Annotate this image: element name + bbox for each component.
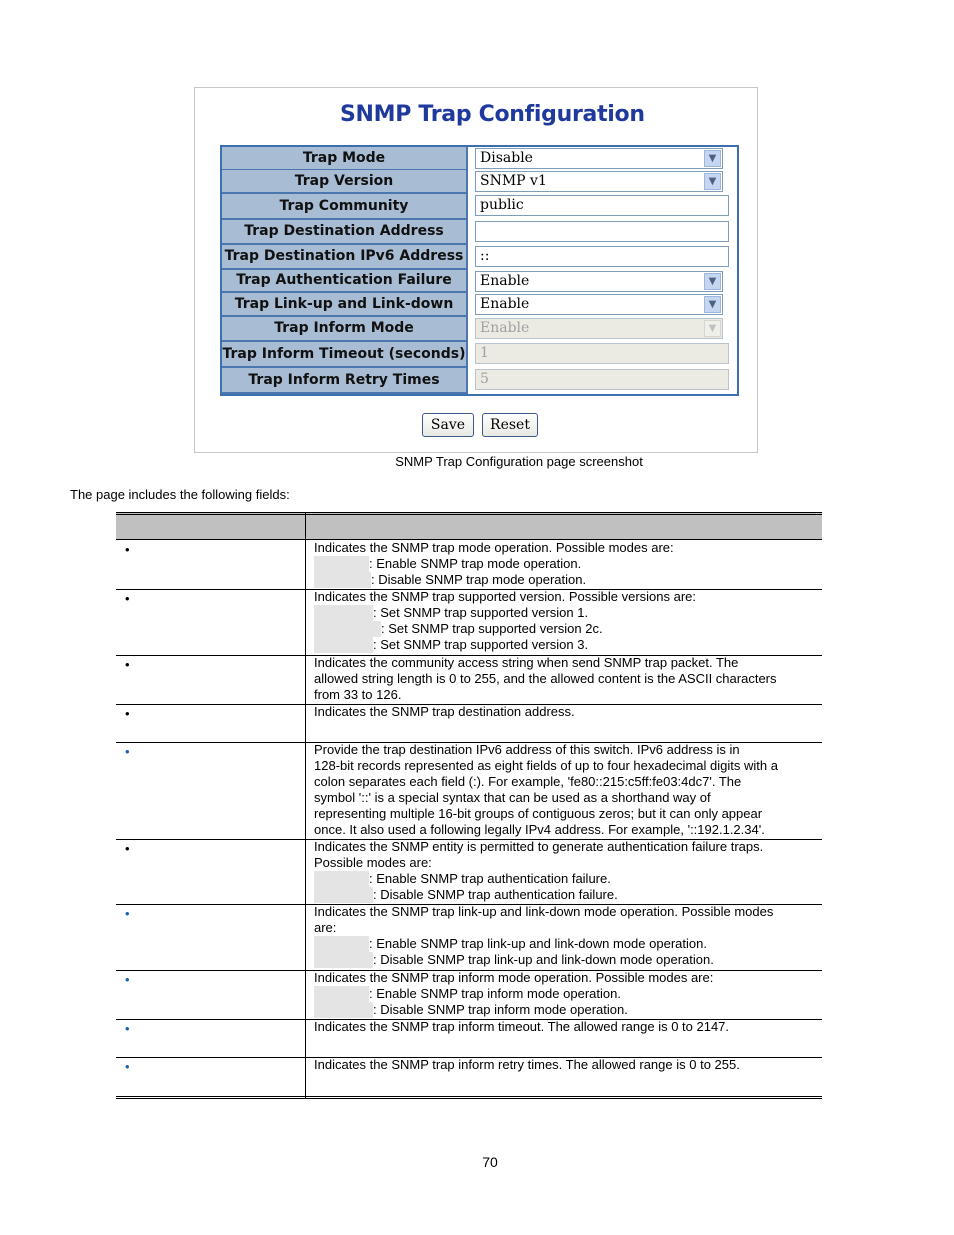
table-row (116, 1057, 822, 1098)
field-label: Trap Version (222, 170, 466, 194)
save-button[interactable]: Save (422, 413, 474, 437)
field-value: Enable (480, 296, 530, 312)
option-value-placeholder (314, 887, 373, 903)
table-row (116, 540, 822, 590)
select-field[interactable] (475, 294, 723, 315)
table-row (116, 704, 822, 743)
option-line (314, 637, 819, 653)
option-text: : Disable SNMP trap mode operation. (371, 572, 587, 587)
field-label: Trap Destination IPv6 Address (222, 245, 466, 270)
table-row (116, 1019, 822, 1058)
page-number: 70 (482, 1154, 498, 1170)
option-text: : Set SNMP trap supported version 3. (373, 637, 589, 652)
table-row (116, 904, 822, 971)
description-line: Indicates the SNMP trap inform mode operation. Possible modes are: (314, 970, 714, 985)
bullet-icon: • (125, 972, 130, 987)
field-value: 5 (480, 371, 489, 387)
description-line: Indicates the SNMP trap supported version. Possible versions are: (314, 589, 697, 604)
screenshot-panel (194, 87, 758, 453)
text-field[interactable] (475, 195, 729, 216)
option-text: : Enable SNMP trap inform mode operation. (369, 986, 621, 1001)
reset-button[interactable]: Reset (482, 413, 538, 437)
option-line (314, 1002, 819, 1018)
option-text: : Enable SNMP trap mode operation. (369, 556, 582, 571)
field-label: Trap Link-up and Link-down (222, 293, 466, 317)
field-description (314, 904, 819, 968)
option-line (314, 556, 819, 572)
select-field[interactable] (475, 271, 723, 292)
description-line: Indicates the community access string when send SNMP trap packet. The (314, 655, 739, 670)
bullet-icon: • (125, 841, 130, 856)
option-line (314, 952, 819, 968)
description-line: Indicates the SNMP trap link-up and link-down mode operation. Possible modes (314, 904, 774, 919)
table-row (116, 742, 822, 840)
option-text: : Set SNMP trap supported version 1. (373, 605, 589, 620)
description-line: once. It also used a following legally IPv4 address. For example, '::192.1.2.34'. (314, 822, 765, 837)
description-line: colon separates each field (:). For example, 'fe80::215:c5ff:fe03:4dc7'. The (314, 774, 742, 789)
option-line (314, 605, 819, 621)
option-line (314, 621, 819, 637)
text-field[interactable] (475, 221, 729, 242)
text-field (475, 343, 729, 364)
table-bottom-rule (116, 1096, 822, 1099)
option-text: : Disable SNMP trap inform mode operation. (373, 1002, 628, 1017)
option-value-placeholder (314, 572, 371, 588)
field-description (314, 1019, 819, 1035)
field-description (314, 1057, 819, 1073)
field-value: Enable (480, 320, 530, 336)
field-label: Trap Authentication Failure (222, 270, 466, 293)
description-line: Indicates the SNMP entity is permitted to generate authentication failure traps. (314, 839, 764, 854)
config-row (222, 293, 737, 317)
field-description (314, 742, 819, 838)
text-field (475, 369, 729, 390)
field-value: Enable (480, 273, 530, 289)
config-row (222, 342, 737, 368)
config-row (222, 317, 737, 342)
option-value-placeholder (314, 871, 369, 887)
chevron-down-icon[interactable]: ▼ (704, 150, 721, 167)
description-line: 128-bit records represented as eight fields of up to four hexadecimal digits with a (314, 758, 778, 773)
field-label: Trap Inform Mode (222, 317, 466, 342)
config-row (222, 220, 737, 245)
option-line (314, 572, 819, 588)
option-line (314, 887, 819, 903)
option-value-placeholder (314, 556, 369, 572)
option-value-placeholder (314, 952, 373, 968)
intro-text: The page includes the following fields: (70, 487, 290, 502)
description-line: Possible modes are: (314, 855, 432, 870)
option-value-placeholder (314, 621, 381, 637)
option-line (314, 986, 819, 1002)
option-text: : Set SNMP trap supported version 2c. (381, 621, 603, 636)
field-label: Trap Inform Retry Times (222, 368, 466, 394)
option-text: : Enable SNMP trap link-up and link-down mode operation. (369, 936, 707, 951)
table-header (116, 512, 822, 540)
field-description (314, 655, 819, 703)
description-line: Indicates the SNMP trap inform timeout. The allowed range is 0 to 2147. (314, 1019, 730, 1034)
field-label: Trap Destination Address (222, 220, 466, 245)
figure-caption: SNMP Trap Configuration page screenshot (395, 454, 643, 469)
field-value: SNMP v1 (480, 173, 547, 189)
description-line: symbol '::' is a special syntax that can be used as a shorthand way of (314, 790, 711, 805)
field-label: Trap Community (222, 194, 466, 220)
field-description (314, 839, 819, 903)
table-row (116, 655, 822, 705)
option-value-placeholder (314, 605, 373, 621)
field-description (314, 704, 819, 720)
field-value: public (480, 197, 524, 213)
description-line: Provide the trap destination IPv6 address of this switch. IPv6 address is in (314, 742, 740, 757)
table-row (116, 839, 822, 905)
bullet-icon: • (125, 591, 130, 606)
config-row (222, 170, 737, 194)
option-value-placeholder (314, 986, 369, 1002)
option-value-placeholder (314, 1002, 373, 1018)
field-label: Trap Inform Timeout (seconds) (222, 342, 466, 368)
option-line (314, 871, 819, 887)
config-row (222, 368, 737, 394)
table-row (116, 970, 822, 1020)
option-line (314, 936, 819, 952)
description-line: Indicates the SNMP trap destination address. (314, 704, 575, 719)
select-field (475, 318, 723, 339)
select-field[interactable] (475, 148, 723, 169)
description-line: are: (314, 920, 337, 935)
field-value: :: (480, 248, 490, 264)
config-row (222, 147, 737, 171)
field-description (314, 540, 819, 588)
field-description (314, 970, 819, 1018)
page-title: SNMP Trap Configuration (340, 102, 645, 127)
bullet-icon: • (125, 1021, 130, 1036)
bullet-icon: • (125, 706, 130, 721)
chevron-down-icon: ▼ (704, 320, 721, 337)
table-row (116, 589, 822, 656)
option-value-placeholder (314, 637, 373, 653)
text-field[interactable] (475, 246, 729, 267)
description-line: allowed string length is 0 to 255, and the allowed content is the ASCII characters (314, 671, 777, 686)
select-field[interactable] (475, 171, 723, 192)
description-line: Indicates the SNMP trap inform retry times. The allowed range is 0 to 255. (314, 1057, 740, 1072)
bullet-icon: • (125, 744, 130, 759)
bullet-icon: • (125, 906, 130, 921)
bullet-icon: • (125, 657, 130, 672)
config-row (222, 194, 737, 220)
chevron-down-icon[interactable]: ▼ (704, 173, 721, 190)
description-line: from 33 to 126. (314, 687, 402, 702)
description-line: representing multiple 16-bit groups of contiguous zeros; but it can only appear (314, 806, 763, 821)
description-line: Indicates the SNMP trap mode operation. Possible modes are: (314, 540, 674, 555)
field-value: Disable (480, 150, 533, 166)
chevron-down-icon[interactable]: ▼ (704, 273, 721, 290)
field-description (314, 589, 819, 653)
option-text: : Enable SNMP trap authentication failure. (369, 871, 611, 886)
chevron-down-icon[interactable]: ▼ (704, 296, 721, 313)
option-text: : Disable SNMP trap authentication failure. (373, 887, 618, 902)
config-row (222, 270, 737, 293)
field-value: 1 (480, 345, 489, 361)
option-value-placeholder (314, 936, 369, 952)
bullet-icon: • (125, 542, 130, 557)
option-text: : Disable SNMP trap link-up and link-down mode operation. (373, 952, 714, 967)
config-table (220, 145, 739, 396)
config-row (222, 245, 737, 270)
bullet-icon: • (125, 1059, 130, 1074)
field-label: Trap Mode (222, 147, 466, 171)
